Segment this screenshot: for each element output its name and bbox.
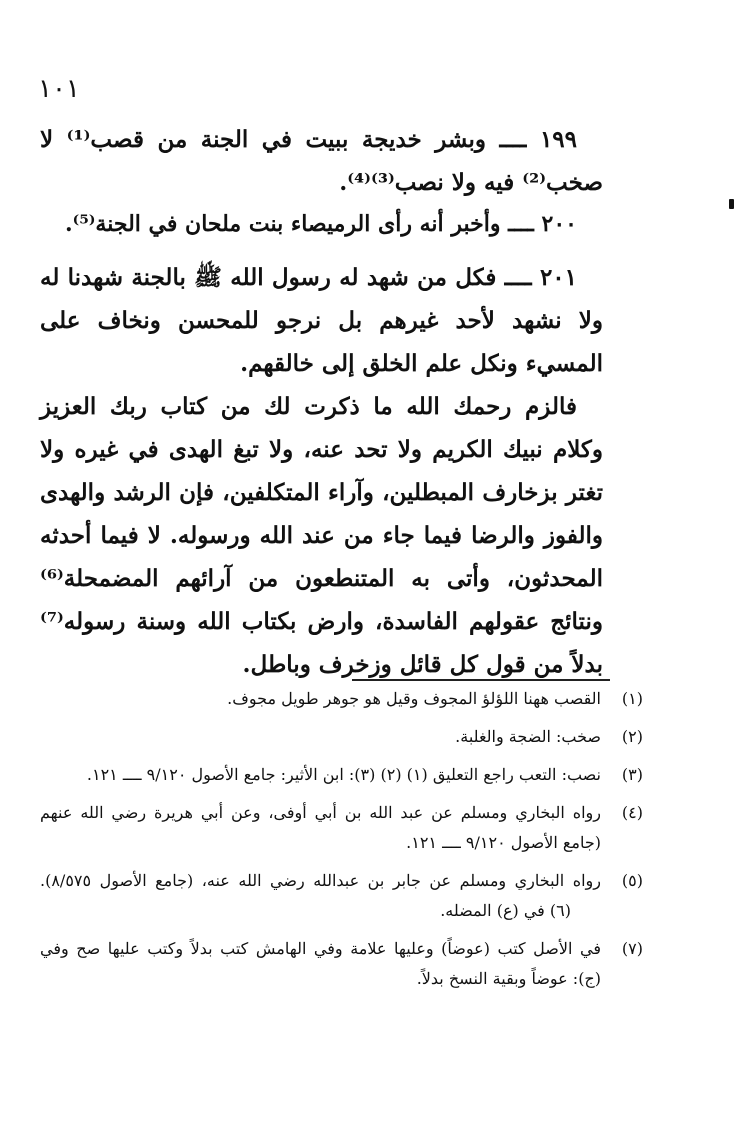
paragraph-201: ٢٠١ ــــ فكل من شهد له رسول الله ﷺ بالجنة شهدنا له ولا نشهد لأحد غيرهم بل نرجو للمحسن ونخاف على المسيء ونكل علم الخلق إلى خالقهم. xyxy=(40,264,603,377)
footnote-1 xyxy=(40,684,643,714)
footnote-text: صخب: الضجة والغلبة. xyxy=(455,727,601,746)
scan-edge-mark xyxy=(729,199,734,209)
footnote-text: في الأصل كتب (عوضاً) وعليها علامة وفي الهامش كتب بدلاً وكتب عليها صح وفي (ج): عوضاً وبقية النسخ بدلاً. xyxy=(40,939,601,988)
footnote-5-text: رواه البخاري ومسلم عن جابر بن عبدالله رضي الله عنه، (جامع الأصول ٨/٥٧٥). xyxy=(40,871,601,890)
page-number: ١٠١ xyxy=(38,74,80,104)
footnote-number: (١) xyxy=(621,689,643,708)
footnote-number: (٣) xyxy=(621,765,643,784)
footnote-text: القصب ههنا اللؤلؤ المجوف وقيل هو جوهر طويل مجوف. xyxy=(227,689,601,708)
footnote-number: (٧) xyxy=(621,939,643,958)
paragraph-200: ٢٠٠ ــــ وأخبر أنه رأى الرميصاء بنت ملحان في الجنة⁽⁵⁾. xyxy=(65,211,577,237)
footnote-text xyxy=(40,866,601,926)
footnote-3 xyxy=(40,760,643,790)
footnote-4 xyxy=(40,798,643,858)
footnote-divider xyxy=(352,679,610,681)
footnote-text: رواه البخاري ومسلم عن عبد الله بن أبي أوفى، وعن أبي هريرة رضي الله عنهم (جامع الأصول ٩/١٢٠ ــــ ١٢١. xyxy=(40,803,601,852)
main-text xyxy=(40,118,603,686)
paragraph-exhortation: فالزم رحمك الله ما ذكرت لك من كتاب ربك العزيز وكلام نبيك الكريم ولا تحد عنه، ولا تبغ الهدى في غيره ولا تغتر بزخارف المبطلين، وآراء المتكلفين، فإن الرشد والهدى والفوز والرضا فيما جاء من عند الله ورسوله. لا فيما أحدثه المحدثون، وأتى به المتنطعون من آرائهم المضمحلة⁽⁶⁾ ونتائج عقولهم الفاسدة، وارض بكتاب الله وسنة رسوله⁽⁷⁾ بدلاً من قول كل قائل وزخرف وباطل. xyxy=(40,393,603,678)
footnote-number: (٤) xyxy=(621,803,643,822)
footnote-2 xyxy=(40,722,643,752)
paragraph-199: ١٩٩ ــــ وبشر خديجة ببيت في الجنة من قصب⁽¹⁾ لا صخب⁽²⁾ فيه ولا نصب⁽³⁾⁽⁴⁾. xyxy=(40,126,603,196)
footnote-5 xyxy=(40,866,643,926)
footnote-number: (٥) xyxy=(621,871,643,890)
footnote-6-number: (٦) xyxy=(549,901,571,920)
footnote-7 xyxy=(40,934,643,994)
footnotes xyxy=(40,684,643,1002)
footnote-number: (٢) xyxy=(621,727,643,746)
footnote-text: نصب: التعب راجع التعليق (١) (٢) (٣): ابن الأثير: جامع الأصول ٩/١٢٠ ــــ ١٢١. xyxy=(86,765,601,784)
footnote-6-text: في (ع) المضله. xyxy=(440,901,545,920)
